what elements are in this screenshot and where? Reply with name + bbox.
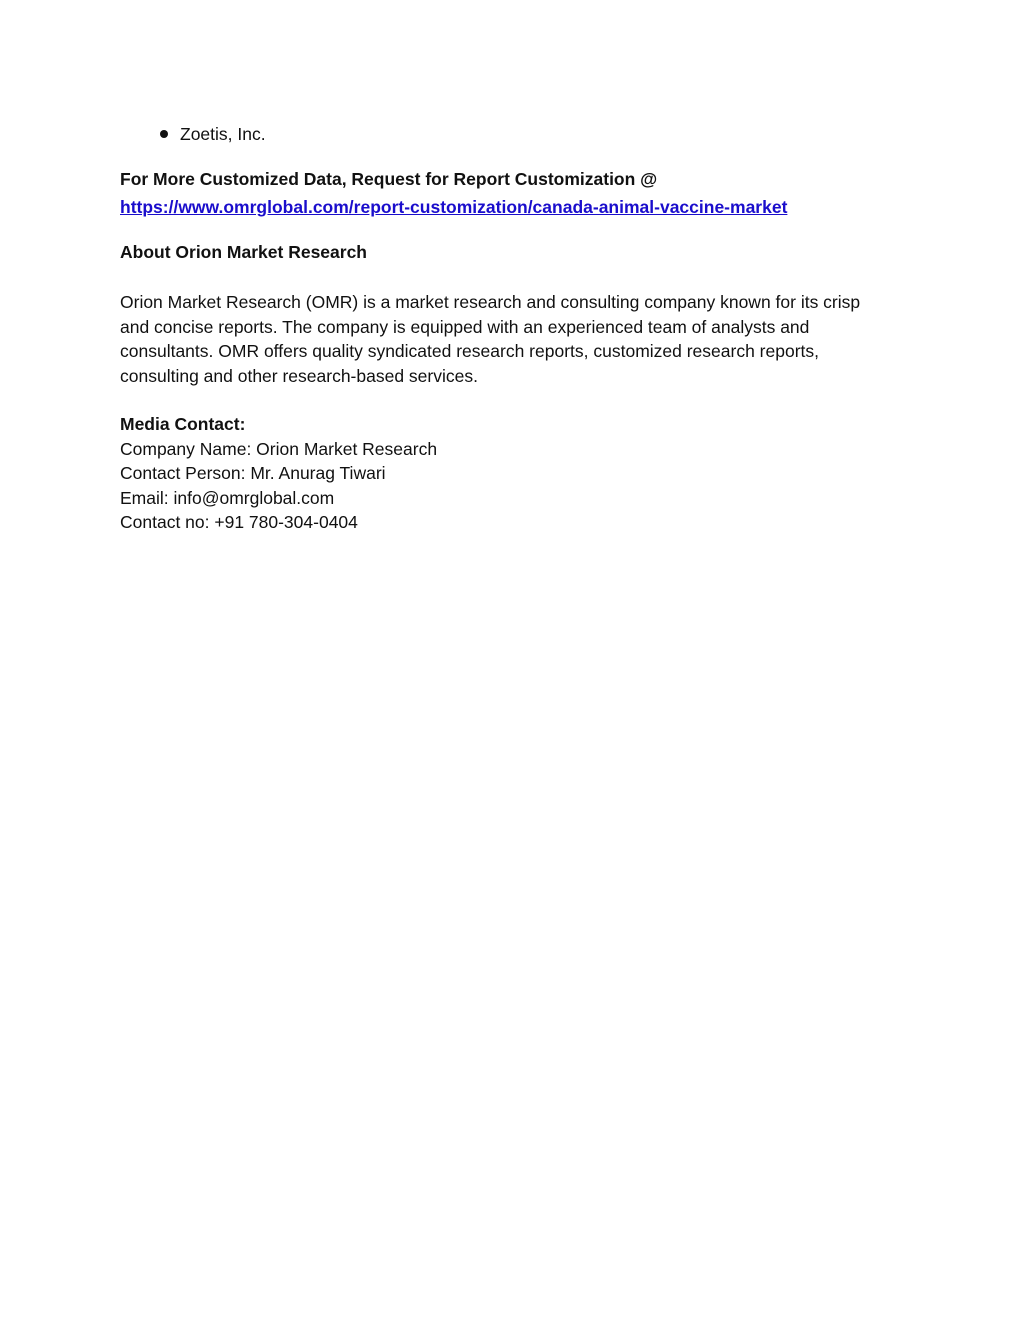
contact-phone: Contact no: +91 780-304-0404 xyxy=(120,512,358,532)
company-bullet-list xyxy=(120,120,910,148)
media-contact-heading: Media Contact: xyxy=(120,414,246,434)
bullet-icon xyxy=(160,130,168,138)
about-line: consultants. OMR offers quality syndicated research reports, customized research reports, xyxy=(120,341,820,361)
about-line: and concise reports. The company is equipped with an experienced team of analysts and xyxy=(120,316,810,337)
document-content xyxy=(120,120,910,535)
contact-email: Email: info@omrglobal.com xyxy=(120,487,335,508)
customization-block xyxy=(120,165,910,221)
media-contact-block xyxy=(120,412,910,535)
list-item-text: Zoetis, Inc. xyxy=(180,124,266,144)
customization-heading: For More Customized Data, Request for Report Customization @ xyxy=(120,169,658,189)
contact-person: Contact Person: Mr. Anurag Tiwari xyxy=(120,463,386,483)
contact-company: Company Name: Orion Market Research xyxy=(120,438,438,459)
about-line: consulting and other research-based services. xyxy=(120,365,478,386)
customization-link[interactable]: https://www.omrglobal.com/report-customization/canada-animal-vaccine-market xyxy=(120,197,788,217)
list-item xyxy=(120,120,910,148)
about-heading: About Orion Market Research xyxy=(120,242,367,262)
about-paragraph xyxy=(120,290,910,388)
about-line: Orion Market Research (OMR) is a market research and consulting company known for its crisp xyxy=(120,292,861,312)
